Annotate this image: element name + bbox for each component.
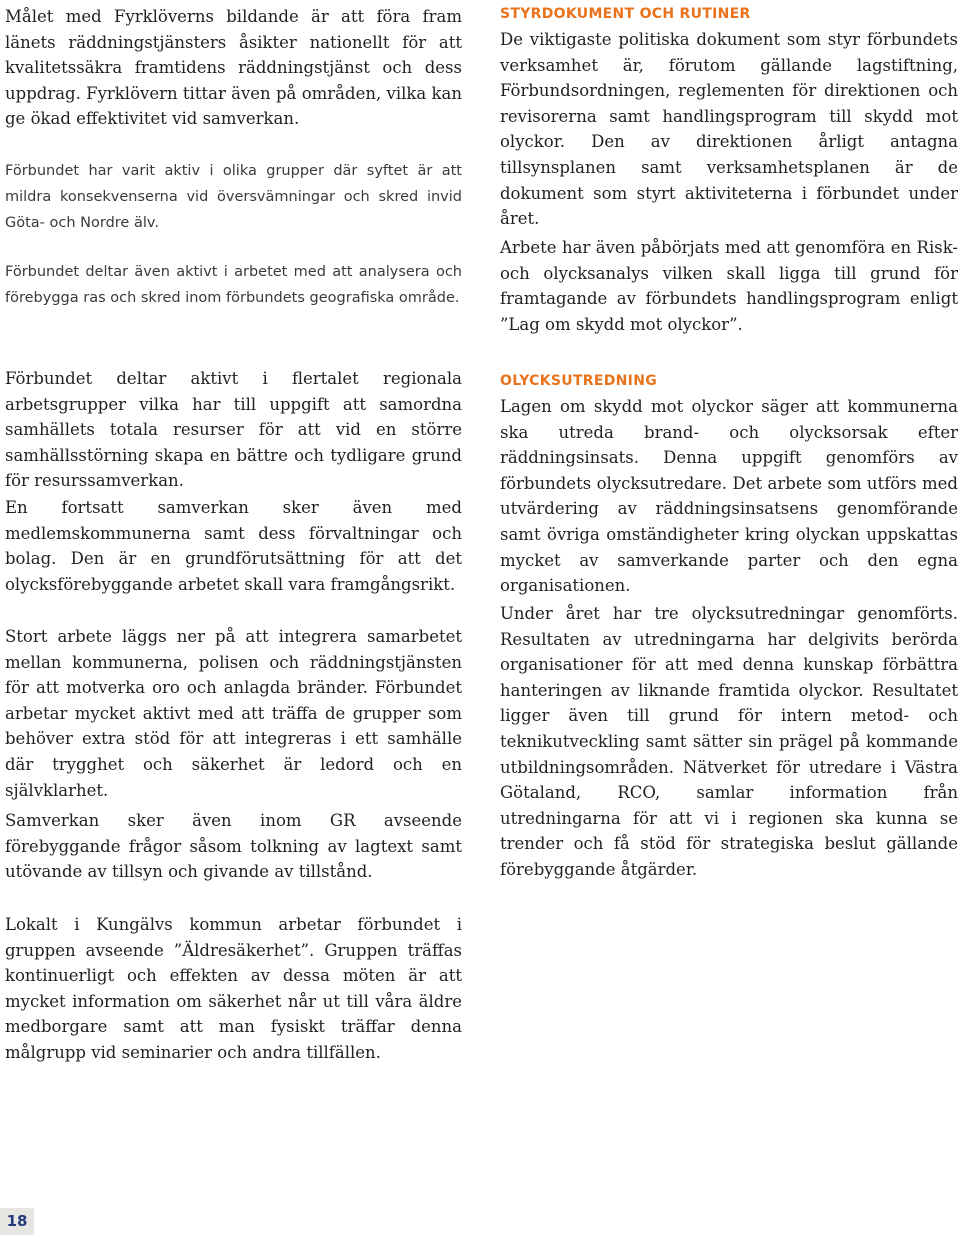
- page-number: 18: [0, 1208, 34, 1235]
- paragraph-elderly-safety: Lokalt i Kungälvs kommun arbetar förbundet i gruppen avseende ”Äldresäkerhet”. Gruppen träffas kontinuerligt och effekten av dessa möten är att mycket information om säkerhet når ut till våra äldre medborgare samt att man fysiskt träffar denna målgrupp vid seminarier och andra tillfällen.: [5, 915, 462, 1062]
- paragraph-risk-analysis: Arbete har även påbörjats med att genomföra en Risk- och olycksanalys vilken skall ligga till grund för framtagande av förbundets handlingsprogram enligt ”Lag om skydd mot olyckor”.: [500, 238, 958, 334]
- paragraph-investigations-results: Under året har tre olycksutredningar genomförts. Resultaten av utredningarna har delgivits berörda organisationer för att med denna kunskap förbättra hanteringen av liknande framtida olyckor. Resultatet ligger även till grund för intern metod- och teknikutveckling samt sätter sin prägel på kommande utbildningsområden. Nätverket för utredare i Västra Götaland, RCO, samlar information från utredningarna för att vi i regionen ska kunna se trender och få stöd för strategiska beslut gällande förebyggande åtgärder.: [500, 604, 958, 879]
- paragraph-gr-cooperation: Samverkan sker även inom GR avseende förebyggande frågor såsom tolkning av lagtext samt utövande av tillsyn och givande av tillstånd.: [5, 811, 462, 882]
- paragraph-flood-groups: Förbundet har varit aktiv i olika grupper där syftet är att mildra konsekvenserna vid översvämningar och skred invid Göta- och Nordre älv.: [5, 163, 462, 231]
- paragraph-regional-workgroups: Förbundet deltar aktivt i flertalet regionala arbetsgrupper vilka har till uppgift att samordna samhällets totala resurser för att vid en större samhällsstörning skapa en bättre och tydligare grund för resurssamverkan.: [5, 369, 462, 491]
- heading-styrdokument: STYRDOKUMENT OCH RUTINER: [500, 6, 751, 22]
- paragraph-landslide-analysis: Förbundet deltar även aktivt i arbetet med att analysera och förebygga ras och skred inom förbundets geografiska område.: [5, 264, 462, 306]
- heading-olycksutredning: OLYCKSUTREDNING: [500, 373, 658, 389]
- paragraph-member-cooperation: En fortsatt samverkan sker även med medlemskommunerna samt dess förvaltningar och bolag. Den är en grundförutsättning för att det olycksförebyggande arbetet skall vara framgångsrikt.: [5, 498, 462, 594]
- paragraph-accident-investigation-law: Lagen om skydd mot olyckor säger att kommunerna ska utreda brand- och olycksorsak efter räddningsinsats. Denna uppgift genomförs av förbundets olycksutredare. Det arbete som utförs med utvärdering av räddningsinsatsens genomförande samt övriga omständigheter kring olyckan uppskattas mycket av samverkande parter och den egna organisationen.: [500, 397, 958, 596]
- paragraph-governing-documents: De viktigaste politiska dokument som styr förbundets verksamhet är, förutom gällande lagstiftning, Förbundsordningen, reglementen för direktionen och revisorerna samt handlingsprogram till skydd mot olyckor. Den av direktionen årligt antagna tillsynsplanen samt verksamhetsplanen är de dokument som styrt aktiviteterna i förbundet under året.: [500, 30, 958, 229]
- paragraph-integration-work: Stort arbete läggs ner på att integrera samarbetet mellan kommunerna, polisen och räddningstjänsten för att motverka oro och anlagda bränder. Förbundet arbetar mycket aktivt med att träffa de grupper som behöver extra stöd för att integreras i ett samhälle där trygghet och säkerhet är ledord och en självklarhet.: [5, 627, 462, 800]
- paragraph-fyrklovern-goal: Målet med Fyrklöverns bildande är att föra fram länets räddningstjänsters åsikter nationellt för att kvalitetssäkra framtidens räddningstjänst och dess uppdrag. Fyrklövern tittar även på områden, vilka kan ge ökad effektivitet vid samverkan.: [5, 7, 462, 129]
